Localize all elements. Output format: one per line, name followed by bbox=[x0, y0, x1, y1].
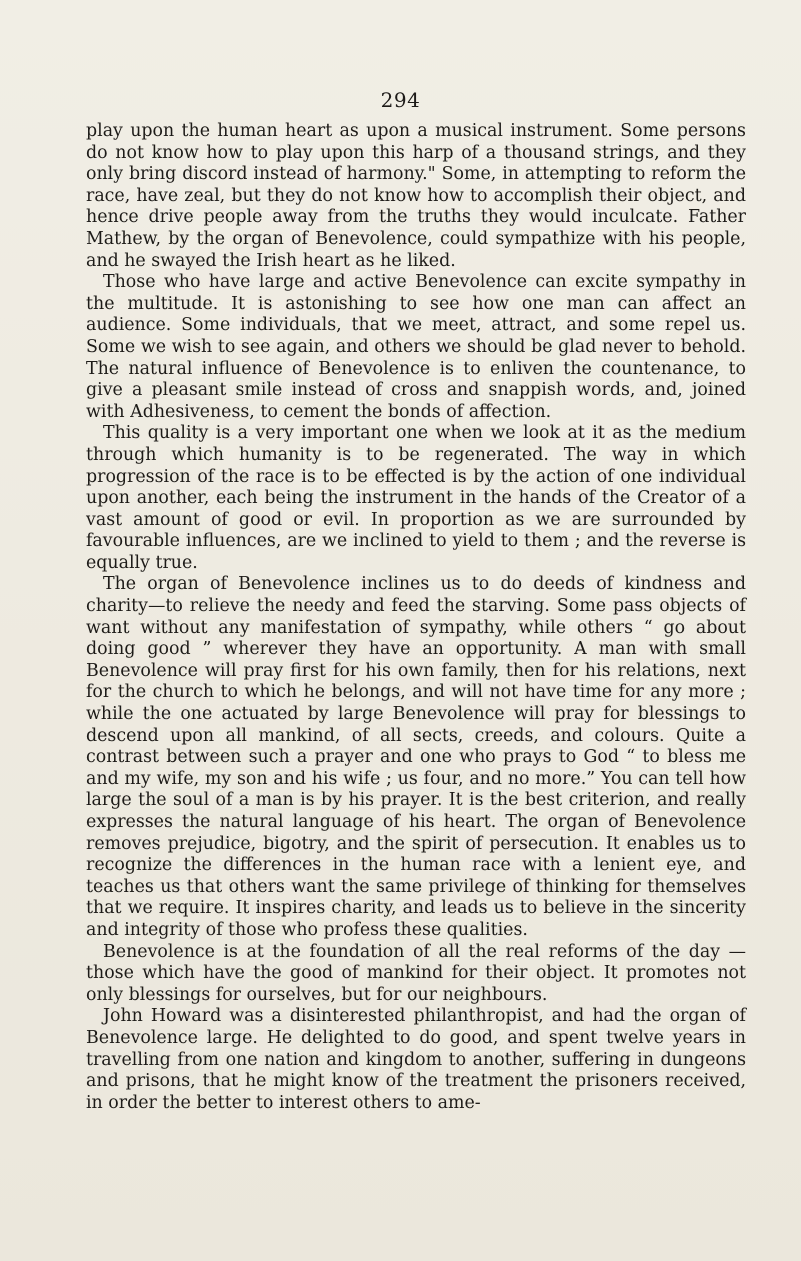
paragraph-4: The organ of Benevolence inclines us to do deeds of kindness and charity—to relieve the needy and feed the starving. Some pass objects of want without any manifestation of sympathy, while others “ go about doing good ” wherever they have an opportunity. A man with small Benevolence will pray first for his own family, then for his relations, next for the church to which he belongs, and will not have time for any more ; while the one actuated by large Benevolence will pray for blessings to descend upon all mankind, of all sects, creeds, and colours. Quite a contrast between such a prayer and one who prays to God “ to bless me and my wife, my son and his wife ; us four, and no more.” You can tell how large the soul of a man is by his prayer. It is the best criterion, and really expresses the natural language of his heart. The organ of Benevolence removes prejudice, bigotry, and the spirit of persecution. It enables us to recognize the differences in the human race with a lenient eye, and teaches us that others want the same privilege of thinking for themselves that we require. It inspires charity, and leads us to believe in the sincerity and integrity of those who profess these qualities. bbox=[86, 574, 746, 940]
paragraph-5: Benevolence is at the foundation of all the real reforms of the day —those which have the good of mankind for their object. It promotes not only blessings for ourselves, but for our neighbours. bbox=[86, 941, 746, 1005]
paragraph-2: Those who have large and active Benevolence can excite sympathy in the multitude. It is astonishing to see how one man can affect an audience. Some individuals, that we meet, attract, and some repel us. Some we wish to see again, and others we should be glad never to behold. The natural influence of Benevolence is to enliven the countenance, to give a pleasant smile instead of cross and snappish words, and, joined with Adhesiveness, to cement the bonds of affection. bbox=[86, 272, 746, 422]
paragraph-6: John Howard was a disinterested philanthropist, and had the organ of Benevolence large. He delighted to do good, and spent twelve years in travelling from one nation and kingdom to another, suffering in dungeons and prisons, that he might know of the treatment the prisoners received, in order the better to interest others to ame- bbox=[86, 1006, 746, 1113]
page-body bbox=[86, 121, 746, 1114]
paragraph-1: play upon the human heart as upon a musical instrument. Some persons do not know how to play upon this harp of a thousand strings, and they only bring discord instead of harmony." Some, in attempting to reform the race, have zeal, but they do not know how to accomplish their object, and hence drive people away from the truths they would inculcate. Father Mathew, by the organ of Benevolence, could sympathize with his people, and he swayed the Irish heart as he liked. bbox=[86, 121, 746, 271]
paragraph-3: This quality is a very important one when we look at it as the medium through which humanity is to be regenerated. The way in which progression of the race is to be effected is by the action of one individual upon another, each being the instrument in the hands of the Creator of a vast amount of good or evil. In proportion as we are surrounded by favourable influences, are we inclined to yield to them ; and the reverse is equally true. bbox=[86, 423, 746, 573]
page-number: 294 bbox=[380, 88, 421, 112]
